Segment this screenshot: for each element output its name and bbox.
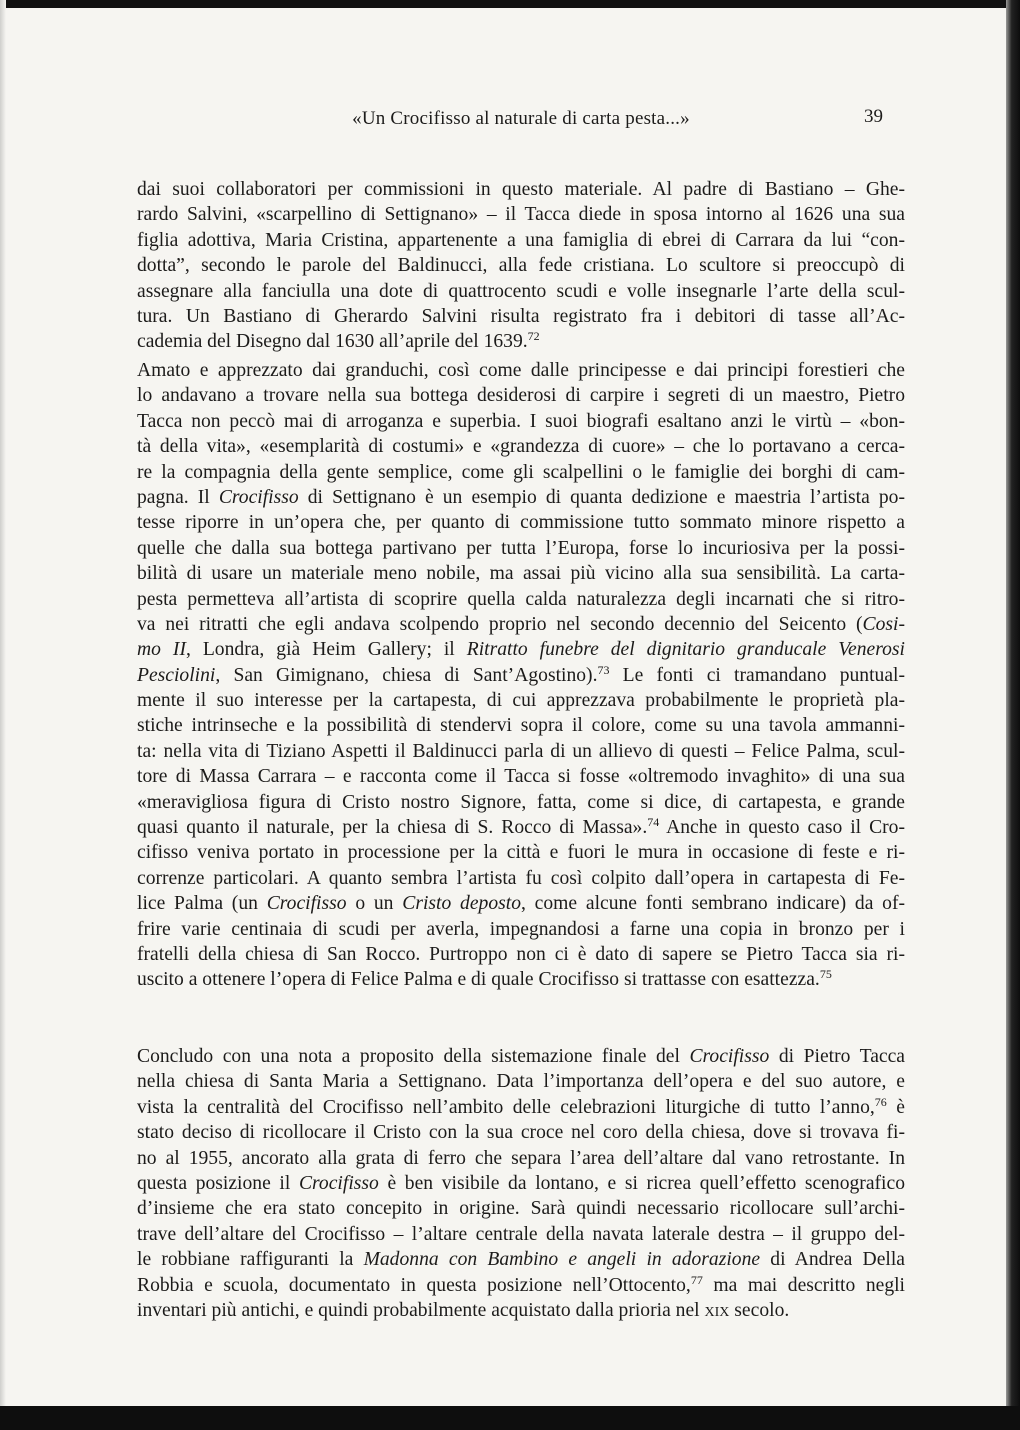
text-line xyxy=(137,358,905,383)
text-line xyxy=(137,967,905,992)
text-run: ta: nella vita di Tiziano Aspetti il Baldinucci parla di un allievo di questi – Felice Palma, scul- xyxy=(137,740,905,762)
text-run: pesta permetteva all’artista di scoprire quella calda naturalezza degli incarnati che si ritro- xyxy=(137,588,905,610)
italic-title: Madonna con Bambino e angeli in adorazione xyxy=(363,1249,761,1271)
text-line xyxy=(137,942,905,967)
text-line xyxy=(137,536,905,561)
italic-title: Crocifisso xyxy=(689,1046,770,1067)
text-line xyxy=(137,866,905,891)
text-line xyxy=(137,202,905,227)
text-run: è ben visibile da lontano, e si ricrea quell’effetto scenografico xyxy=(378,1172,905,1194)
text-run: lice Palma (un xyxy=(137,893,267,915)
text-run: è xyxy=(886,1096,905,1118)
text-run: inventari più antichi, e quindi probabilmente acquistato dalla prioria nel xyxy=(137,1299,705,1321)
text-line xyxy=(137,587,905,612)
text-run: ma mai descritto negli xyxy=(702,1274,906,1296)
text-run: di Pietro Tacca xyxy=(769,1046,905,1067)
text-run: mente il suo interesse per la cartapesta, di cui apprezzava probabilmente le proprietà pla- xyxy=(137,690,905,712)
page-number: 39 xyxy=(864,106,883,127)
text-run: dai suoi collaboratori per commissioni in questo materiale. Al padre di Bastiano – Ghe- xyxy=(137,179,905,200)
text-run: dotta”, secondo le parole del Baldinucci, alla fede cristiana. Lo scultore si preoccupò di xyxy=(137,255,905,277)
italic-title: Ritratto funebre del dignitario granducale Venerosi xyxy=(466,639,905,661)
paragraph-2 xyxy=(137,358,905,993)
text-run: tesse riporre in un’opera che, per quanto di commissione tutto sommato minore rispetto a xyxy=(137,512,905,534)
text-run: nella chiesa di Santa Maria a Settignano. Data l’importanza dell’opera e del suo autore, e xyxy=(137,1071,905,1093)
text-run: re la compagnia della gente semplice, come gli scalpellini o le famiglie dei borghi di cam- xyxy=(137,461,905,483)
text-line xyxy=(137,409,905,434)
italic-title: Cosi- xyxy=(862,613,905,635)
text-run: Anche in questo caso il Cro- xyxy=(659,817,905,839)
footnote-reference: 77 xyxy=(690,1272,703,1287)
text-line xyxy=(137,485,905,510)
text-run: pagna. Il xyxy=(137,486,219,508)
text-run: fratelli della chiesa di San Rocco. Purtroppo non ci è dato di sapere se Pietro Tacca sia ri- xyxy=(137,943,905,965)
text-line xyxy=(137,739,905,764)
text-line xyxy=(137,1120,905,1145)
text-run: secolo. xyxy=(729,1299,790,1321)
italic-title: Crocifisso xyxy=(266,893,347,915)
text-run: quelle che dalla sua bottega partivano per tutta l’Europa, forse lo incuriosiva per la possi- xyxy=(137,537,905,559)
text-run: figlia adottiva, Maria Cristina, appartenente a una famiglia di ebrei di Carrara da lui “con- xyxy=(137,229,905,251)
text-run: , San Gimignano, chiesa di Sant’Agostino). xyxy=(215,664,598,686)
text-run: stato deciso di ricollocare il Cristo con la sua croce nel coro della chiesa, dove si trovava fi- xyxy=(137,1122,905,1144)
text-line xyxy=(137,434,905,459)
text-line xyxy=(137,1273,905,1298)
text-run: va nei ritratti che egli andava scolpendo proprio nel secondo decennio del Seicento ( xyxy=(137,613,863,635)
running-title: «Un Crocifisso al naturale di carta pesta...» xyxy=(352,108,690,129)
text-line xyxy=(137,1069,905,1094)
italic-title: Cristo deposto xyxy=(402,893,521,915)
scan-border-bottom xyxy=(0,1406,1020,1430)
text-run: bilità di usare un materiale meno nobile, ma assai più vicino alla sua sensibilità. La carta- xyxy=(137,563,905,585)
paragraph-1 xyxy=(137,177,905,355)
text-line xyxy=(137,279,905,304)
text-run: questa posizione il xyxy=(137,1172,299,1194)
text-line xyxy=(137,561,905,586)
text-line xyxy=(137,612,905,637)
text-run: Tacca non peccò mai di arroganza e superbia. I suoi biografi esaltano anzi le virtù – «bon- xyxy=(137,410,905,432)
text-line xyxy=(137,1095,905,1120)
text-line xyxy=(137,1196,905,1221)
footnote-reference: 73 xyxy=(597,662,610,677)
text-line xyxy=(137,510,905,535)
text-line xyxy=(137,713,905,738)
text-line xyxy=(137,1222,905,1247)
text-line xyxy=(137,917,905,942)
footnote-reference: 74 xyxy=(647,815,660,830)
text-line xyxy=(137,329,905,354)
text-run: frire varie centinaia di scudi per averla, impegnandosi a farne una copia in bronzo per i xyxy=(137,918,905,940)
text-run: di Settignano è un esempio di quanta dedizione e maestria l’artista po- xyxy=(298,486,905,508)
footnote-reference: 72 xyxy=(527,329,540,344)
text-line xyxy=(137,1146,905,1171)
scan-border-right xyxy=(1006,0,1020,1430)
text-run: stiche intrinseche e la possibilità di stendervi sopra il colore, come su una tavola ammanni- xyxy=(137,715,905,737)
footnote-reference: 75 xyxy=(819,967,832,982)
italic-title: Crocifisso xyxy=(218,486,299,508)
text-run: trave dell’altare del Crocifisso – l’altare centrale della navata laterale destra – il gruppo del- xyxy=(137,1223,905,1245)
text-run: cademia del Disegno dal 1630 all’aprile del 1639. xyxy=(137,331,528,353)
text-line xyxy=(137,1171,905,1196)
text-line xyxy=(137,688,905,713)
text-run: vista la centralità del Crocifisso nell’ambito delle celebrazioni liturgiche di tutto l’anno, xyxy=(137,1096,875,1118)
text-run: Le fonti ci tramandano puntual- xyxy=(609,664,905,686)
italic-title: Crocifisso xyxy=(298,1172,379,1194)
italic-title: Pesciolini xyxy=(137,664,216,686)
text-run: d’insieme che era stato concepito in origine. Sarà quindi necessario ricollocare sull’archi- xyxy=(137,1198,905,1220)
text-run: tura. Un Bastiano di Gherardo Salvini risulta registrato fra i debitori di tasse all’Ac- xyxy=(137,305,905,327)
scan-border-top xyxy=(0,0,1020,8)
text-line xyxy=(137,177,905,202)
text-line xyxy=(137,840,905,865)
text-line xyxy=(137,891,905,916)
text-run: quasi quanto il naturale, per la chiesa di S. Rocco di Massa». xyxy=(137,817,648,839)
text-run: correnze particolari. A quanto sembra l’artista fu così colpito dall’opera in cartapesta di Fe- xyxy=(137,867,905,889)
text-run: no al 1955, ancorato alla grata di ferro che separa l’area dell’altare dal vano retrostante. In xyxy=(137,1147,905,1169)
text-run: , Londra, già Heim Gallery; il xyxy=(185,639,467,661)
footnote-reference: 76 xyxy=(874,1094,887,1109)
text-line xyxy=(137,637,905,662)
text-line xyxy=(137,815,905,840)
text-line xyxy=(137,253,905,278)
text-line xyxy=(137,1247,905,1272)
text-line xyxy=(137,1298,905,1323)
text-run: rardo Salvini, «scarpellino di Settignano» – il Tacca diede in sposa intorno al 1626 una sua xyxy=(137,204,905,226)
text-run: o un xyxy=(346,893,403,915)
text-run: tà della vita», «esemplarità di costumi» e «grandezza di cuore» – che lo portavano a cerca- xyxy=(137,436,905,458)
italic-title: mo II xyxy=(137,639,186,661)
text-run: lo andavano a trovare nella sua bottega desiderosi di carpire i segreti di un maestro, Pietro xyxy=(137,385,905,407)
text-line xyxy=(137,764,905,789)
text-line xyxy=(137,304,905,329)
text-line xyxy=(137,790,905,815)
text-line xyxy=(137,663,905,688)
text-run: Concludo con una nota a proposito della sistemazione finale del xyxy=(137,1046,690,1067)
text-run: assegnare alla fanciulla una dote di quattrocento scudi e volle insegnarle l’arte della scul- xyxy=(137,280,905,302)
text-run: le robbiane raffiguranti la xyxy=(137,1249,364,1271)
paragraph-3 xyxy=(137,1044,905,1323)
page-header xyxy=(137,108,905,134)
scan-border-left xyxy=(0,0,6,1430)
text-run: cifisso veniva portato in processione per la città e fuori le mura in occasione di feste e ri- xyxy=(137,842,905,864)
text-line xyxy=(137,460,905,485)
small-caps-text: xix xyxy=(704,1299,730,1321)
text-run: uscito a ottenere l’opera di Felice Palma e di quale Crocifisso si trattasse con esattezza. xyxy=(137,969,820,991)
text-run: , come alcune fonti sembrano indicare) da of- xyxy=(521,893,906,915)
text-run: tore di Massa Carrara – e racconta come il Tacca si fosse «oltremodo invaghito» di una sua xyxy=(137,766,905,788)
text-line xyxy=(137,1044,905,1069)
text-run: «meravigliosa figura di Cristo nostro Signore, fatta, come si dice, di cartapesta, e grande xyxy=(137,791,905,813)
text-line xyxy=(137,228,905,253)
text-run: Robbia e scuola, documentato in questa posizione nell’Ottocento, xyxy=(137,1274,691,1296)
text-run: Amato e apprezzato dai granduchi, così come dalle principesse e dai principi forestieri che xyxy=(137,360,905,381)
text-run: di Andrea Della xyxy=(760,1249,905,1271)
text-line xyxy=(137,383,905,408)
